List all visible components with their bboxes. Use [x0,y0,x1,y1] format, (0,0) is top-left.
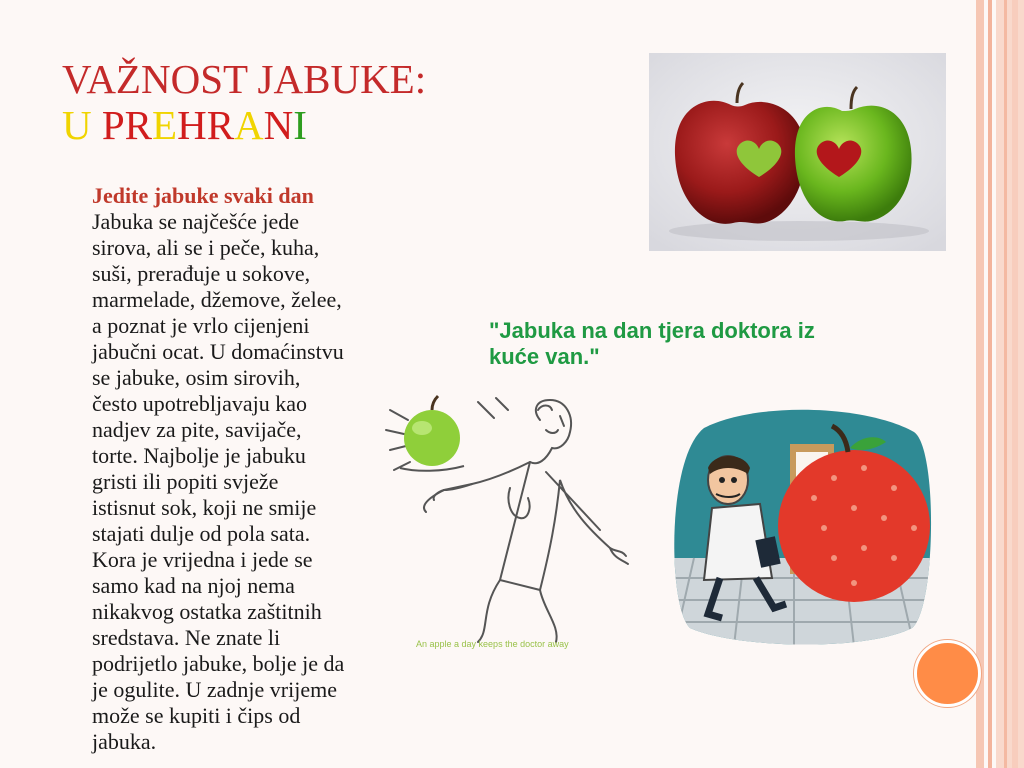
slide-title [62,56,426,148]
title-letter: R [124,102,153,148]
doctor-running-illustration [664,408,936,646]
quote: "Jabuka na dan tjera doktora iz kuće van." [489,318,815,369]
border-stripe [1012,0,1018,768]
title-letter: H [177,102,207,148]
title-letter: N [263,102,294,148]
title-letter: A [234,102,264,148]
title-letter: I [293,102,307,148]
title-letter: P [101,102,125,148]
title-line-2 [62,102,426,148]
title-letter: R [206,102,235,148]
border-stripe [996,0,1024,768]
border-stripe [988,0,992,768]
title-letter: E [152,102,178,148]
title-letter [92,102,102,148]
image-caption: An apple a day keeps the doctor away [416,639,569,649]
apple-photo [649,53,946,251]
subheading: Jedite jabuke svaki dan [92,183,314,208]
doctor-sketch-illustration [360,380,660,650]
decorative-dot [914,640,981,707]
border-stripe [976,0,984,768]
title-line-1: VAŽNOST JABUKE: [62,56,427,102]
border-stripe [1004,0,1007,768]
paragraph: Jabuka se najčešće jede sirova, ali se i peče, kuha, suši, prerađuje u sokove, marmelade, džemove, želee, a poznat je vrlo cijenjeni jabučni ocat. U domaćinstvu se jabuke, osim sirovih, često upotrebljavaju kao nadjev za pite, savijače, torte. Najbolje je jabuku gristi ili popiti svježe istisnut sok, koji ne smije stajati dulje od pola sata. Kora je vrijedna i jede se samo kad na njoj nema nikakvog ostatka zaštitnih sredstava. Ne znate li podrijetlo jabuke, bolje je da je ogulite. U zadnje vrijeme može se kupiti i čips od jabuka. [92,209,345,754]
title-letter: U [62,102,92,148]
